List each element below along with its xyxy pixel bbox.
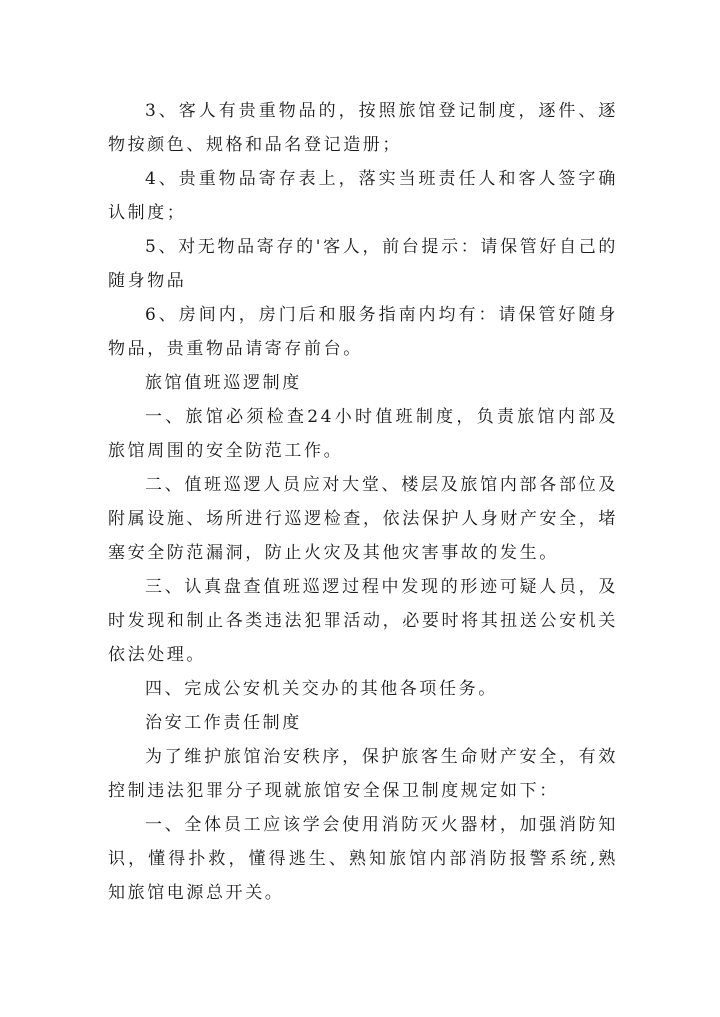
document-page — [108, 94, 618, 910]
paragraph-valuables-registration: 3、客人有贵重物品的，按照旅馆登记制度，逐件、逐物按颜色、规格和品名登记造册； — [108, 101, 618, 155]
paragraph-room-notice: 6、房间内，房门后和服务指南内均有：请保管好随身物品，贵重物品请寄存前台。 — [108, 305, 618, 359]
paragraph-patrol-item-3: 三、认真盘查值班巡逻过程中发现的形迹可疑人员，及时发现和制止各类违法犯罪活动，必要时将其扭送公安机关依法处理。 — [108, 577, 618, 665]
paragraph-security-intro: 为了维护旅馆治安秩序，保护旅客生命财产安全，有效控制违法犯罪分子现就旅馆安全保卫制度规定如下： — [108, 747, 618, 801]
section-heading-security-responsibility: 治安工作责任制度 — [145, 713, 302, 733]
paragraph-patrol-item-4: 四、完成公安机关交办的其他各项任务。 — [145, 679, 498, 699]
paragraph-deposit-form-signature: 4、贵重物品寄存表上，落实当班责任人和客人签字确认制度； — [108, 169, 618, 223]
paragraph-patrol-item-2: 二、值班巡逻人员应对大堂、楼层及旅馆内部各部位及附属设施、场所进行巡逻检查，依法保护人身财产安全，堵塞安全防范漏洞，防止火灾及其他灾害事故的发生。 — [108, 475, 618, 563]
section-heading-patrol-system: 旅馆值班巡逻制度 — [145, 373, 302, 393]
paragraph-patrol-item-1: 一、旅馆必须检查24小时值班制度，负责旅馆内部及旅馆周围的安全防范工作。 — [108, 407, 618, 461]
paragraph-security-item-1: 一、全体员工应该学会使用消防灭火器材，加强消防知识，懂得扑救，懂得逃生、熟知旅馆内部消防报警系统,熟知旅馆电源总开关。 — [108, 815, 618, 903]
paragraph-front-desk-reminder: 5、对无物品寄存的'客人，前台提示：请保管好自己的随身物品 — [108, 237, 618, 291]
